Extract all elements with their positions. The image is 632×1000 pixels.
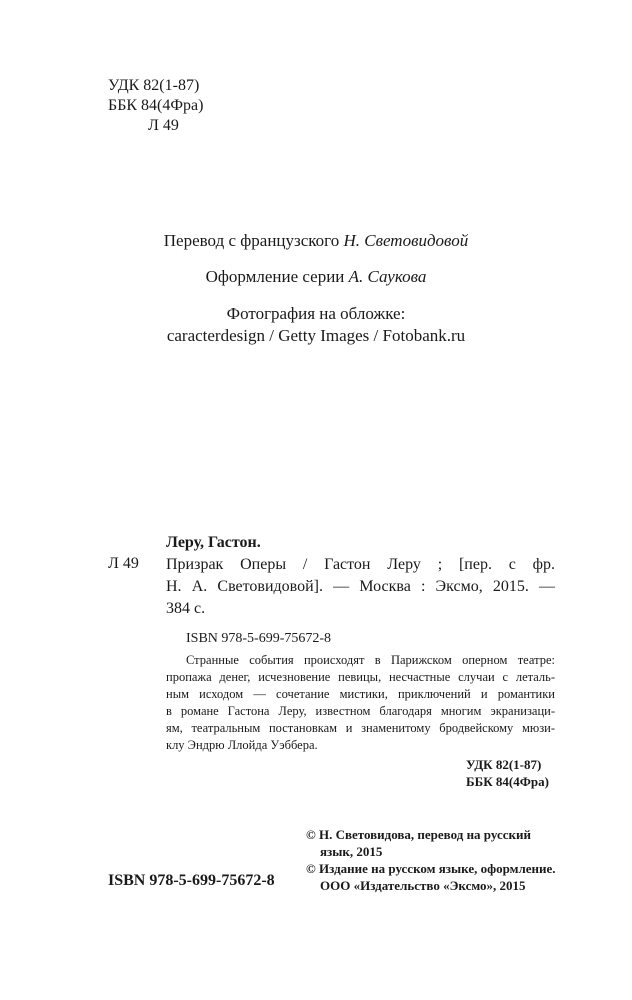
cover-photo-label: Фотография на обложке: bbox=[226, 304, 406, 323]
bib-line: Призрак Оперы / Гастон Леру ; [пер. с фр. bbox=[166, 556, 555, 573]
copyright-edition: © Издание на русском языке, оформление. bbox=[306, 861, 556, 876]
designer-name: А. Саукова bbox=[348, 267, 427, 286]
annotation-line: клу Эндрю Ллойда Уэббера. bbox=[166, 738, 318, 752]
annotation-line: в романе Гастона Леру, известном благодаря многим экранизаци- bbox=[166, 704, 555, 718]
isbn-bottom: ISBN 978-5-699-75672-8 bbox=[108, 872, 275, 889]
series-design-label: Оформление серии bbox=[205, 267, 345, 286]
copyright-translation-cont: язык, 2015 bbox=[320, 844, 383, 859]
copyright-publisher: ООО «Издательство «Эксмо», 2015 bbox=[320, 878, 526, 893]
udk-code-card: УДК 82(1-87) bbox=[466, 757, 542, 772]
translation-credit bbox=[0, 230, 632, 252]
annotation-line: ям, театральным постановкам и знаменитому бродвейскому мюзи- bbox=[166, 721, 555, 735]
annotation-line: Странные события происходят в Парижском оперном театре: bbox=[186, 653, 555, 667]
annotation bbox=[166, 652, 555, 754]
copyright-translation: © Н. Световидова, перевод на русский bbox=[306, 827, 531, 842]
bib-line: 384 с. bbox=[166, 600, 206, 617]
bib-line: Н. А. Световидовой]. — Москва : Эксмо, 2015. — bbox=[166, 578, 555, 595]
card-number: Л 49 bbox=[108, 555, 139, 572]
annotation-line: пропажа денег, исчезновение певицы, несчастные случаи с леталь- bbox=[166, 670, 555, 684]
author-mark-top: Л 49 bbox=[148, 117, 179, 134]
card-author: Леру, Гастон. bbox=[166, 534, 261, 551]
annotation-line: ным исходом — сочетание мистики, приключений и романтики bbox=[166, 687, 555, 701]
bbk-code-top: ББК 84(4Фра) bbox=[108, 97, 204, 114]
translator-name: Н. Световидовой bbox=[343, 231, 469, 250]
cover-photo-source: caracterdesign / Getty Images / Fotobank.ru bbox=[166, 326, 466, 345]
udk-code-top: УДК 82(1-87) bbox=[108, 77, 200, 94]
bbk-code-card: ББК 84(4Фра) bbox=[466, 774, 549, 789]
series-design-credit bbox=[0, 266, 632, 288]
card-isbn: ISBN 978-5-699-75672-8 bbox=[186, 631, 332, 646]
translation-label: Перевод с французского bbox=[163, 231, 340, 250]
bibliographic-description bbox=[166, 554, 555, 620]
